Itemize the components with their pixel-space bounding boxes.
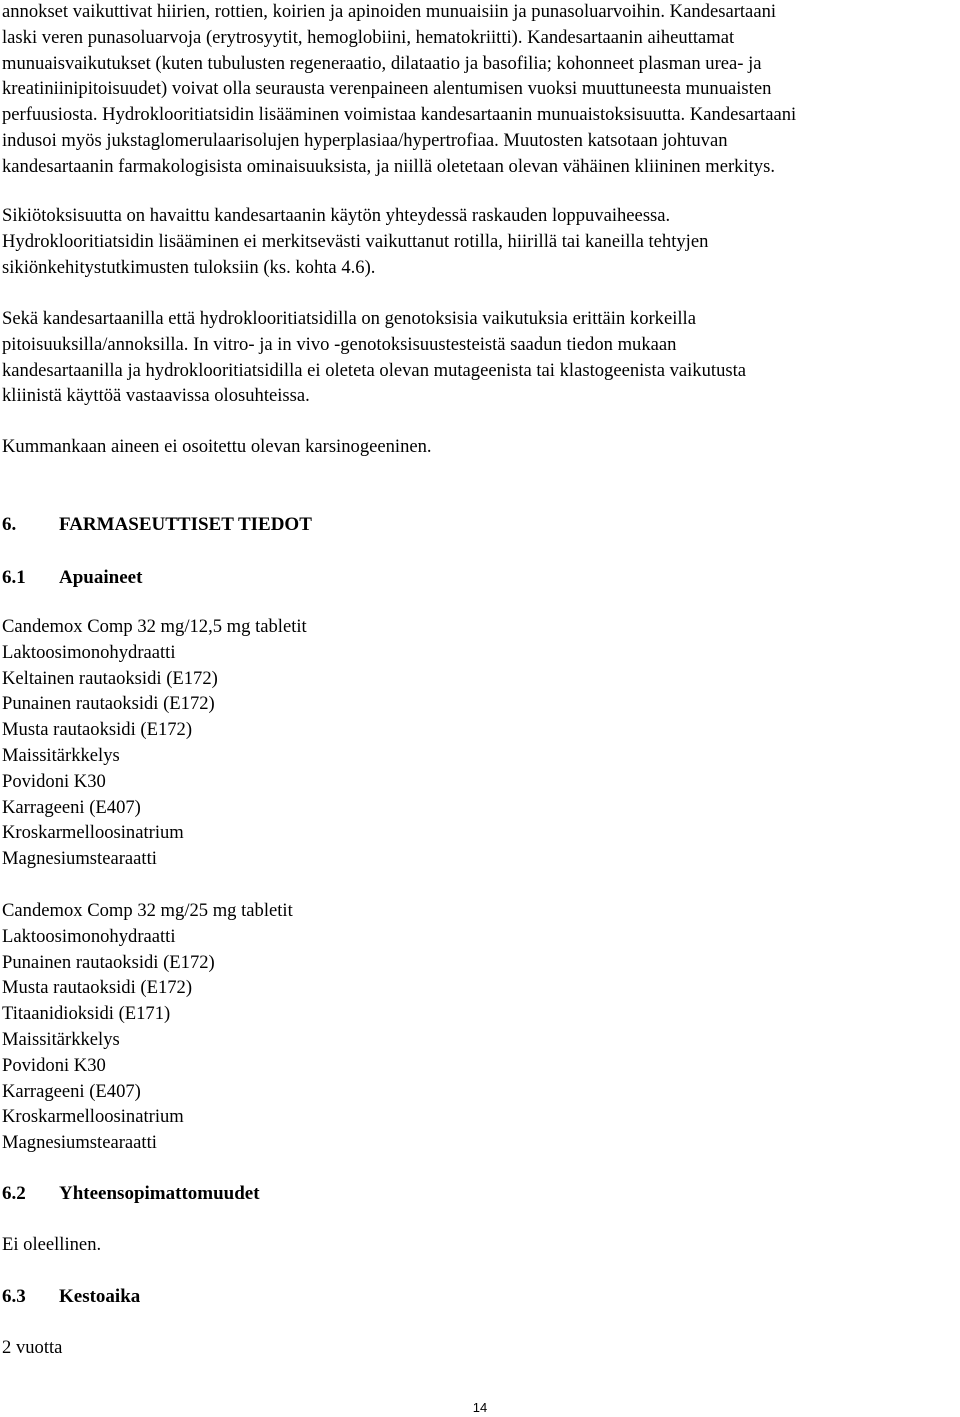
list-item: Kroskarmelloosinatrium — [2, 1106, 184, 1128]
list-item: Candemox Comp 32 mg/12,5 mg tabletit — [2, 616, 307, 637]
list-item: Musta rautaoksidi (E172) — [2, 977, 193, 999]
list-item: Maissitärkkelys — [2, 1028, 120, 1050]
text-line: laski veren punasoluarvoja (erytrosyytit, hemoglobiini, hematokriitti). Kandesartaanin aiheuttamat — [2, 26, 735, 48]
list-item: Candemox Comp 32 mg/25 mg tabletit — [2, 900, 293, 921]
list-item: Maissitärkkelys — [2, 744, 120, 766]
section-title: Yhteensopimattomuudet — [59, 1183, 260, 1204]
paragraph-carcinogenicity — [2, 434, 954, 460]
section-heading-6 — [2, 513, 312, 537]
list-item: Povidoni K30 — [2, 1054, 106, 1076]
section-title: FARMASEUTTISET TIEDOT — [59, 514, 312, 535]
section-heading-6-1 — [2, 566, 142, 590]
section-heading-6-3 — [2, 1285, 140, 1309]
list-item: Povidoni K30 — [2, 770, 106, 792]
excipient-list-12-5mg — [2, 614, 307, 872]
text-line: Sikiötoksisuutta on havaittu kandesartaanin käytön yhteydessä raskauden loppuvaiheessa. — [2, 205, 671, 226]
text-line: kandesartaanilla ja hydroklooritiatsidilla ei oleteta olevan mutageenista tai klastogeenista vaikutusta — [2, 359, 747, 381]
list-item: Magnesiumstearaatti — [2, 1132, 157, 1154]
section-6-2-text: Ei oleellinen. — [2, 1234, 102, 1255]
section-number: 6.2 — [2, 1183, 26, 1204]
text-line: perfuusiosta. Hydroklooritiatsidin lisääminen voimistaa kandesartaanin munuaistoksisuutta. Kandesartaani — [2, 104, 797, 126]
text-line: kandesartaanin farmakologisista ominaisuuksista, ja niillä oletetaan olevan vähäinen kliininen merkitys. — [2, 155, 775, 177]
excipient-list-25mg — [2, 898, 293, 1156]
text-line: Sekä kandesartaanilla että hydroklooritiatsidilla on genotoksisia vaikutuksia erittäin korkeilla — [2, 308, 696, 329]
list-item: Laktoosimonohydraatti — [2, 925, 176, 947]
section-title: Apuaineet — [59, 567, 143, 588]
text-line: sikiönkehitystutkimusten tuloksiin (ks. kohta 4.6). — [2, 256, 376, 278]
paragraph-genotoxicity — [2, 306, 954, 409]
list-item: Keltainen rautaoksidi (E172) — [2, 667, 218, 689]
text-line: indusoi myös jukstaglomerulaarisolujen hyperplasiaa/hypertrofiaa. Muutosten katsotaan johtuvan — [2, 129, 728, 151]
section-title: Kestoaika — [59, 1286, 141, 1307]
paragraph-fetotoxicity — [2, 203, 954, 280]
list-item: Magnesiumstearaatti — [2, 848, 157, 870]
text-line: kreatiniinipitoisuudet) voivat olla seurausta verenpaineen alentumisen vuoksi muuttuneesta munuaisten — [2, 78, 772, 100]
section-number: 6. — [2, 514, 17, 535]
text-line: annokset vaikuttivat hiirien, rottien, koirien ja apinoiden munuaisiin ja punasoluarvoihin. Kandesartaani — [2, 1, 777, 22]
text-line: Hydroklooritiatsidin lisääminen ei merkitsevästi vaikuttanut rotilla, hiirillä tai kaneilla tehtyjen — [2, 230, 709, 252]
list-item: Musta rautaoksidi (E172) — [2, 719, 193, 741]
page-number: 14 — [472, 1400, 488, 1415]
text-line: pitoisuuksilla/annoksilla. In vitro- ja in vivo -genotoksisuustesteistä saadun tiedon mukaan — [2, 333, 677, 355]
list-item: Titaanidioksidi (E171) — [2, 1003, 171, 1025]
text-line: kliinistä käyttöä vastaavissa olosuhteissa. — [2, 385, 310, 407]
text-line: munuaisvaikutukset (kuten tubulusten regeneraatio, dilataatio ja basofilia; kohonneet plasman urea- ja — [2, 52, 762, 74]
list-item: Punainen rautaoksidi (E172) — [2, 693, 215, 715]
list-item: Kroskarmelloosinatrium — [2, 822, 184, 844]
list-item: Punainen rautaoksidi (E172) — [2, 951, 215, 973]
section-6-3-text: 2 vuotta — [2, 1337, 63, 1358]
section-heading-6-2 — [2, 1182, 260, 1206]
list-item: Karrageeni (E407) — [2, 796, 141, 818]
paragraph-renal-effects — [2, 0, 954, 180]
section-number: 6.1 — [2, 567, 26, 588]
list-item: Laktoosimonohydraatti — [2, 641, 176, 663]
list-item: Karrageeni (E407) — [2, 1080, 141, 1102]
text-line: Kummankaan aineen ei osoitettu olevan karsinogeeninen. — [2, 436, 432, 457]
section-number: 6.3 — [2, 1286, 26, 1307]
